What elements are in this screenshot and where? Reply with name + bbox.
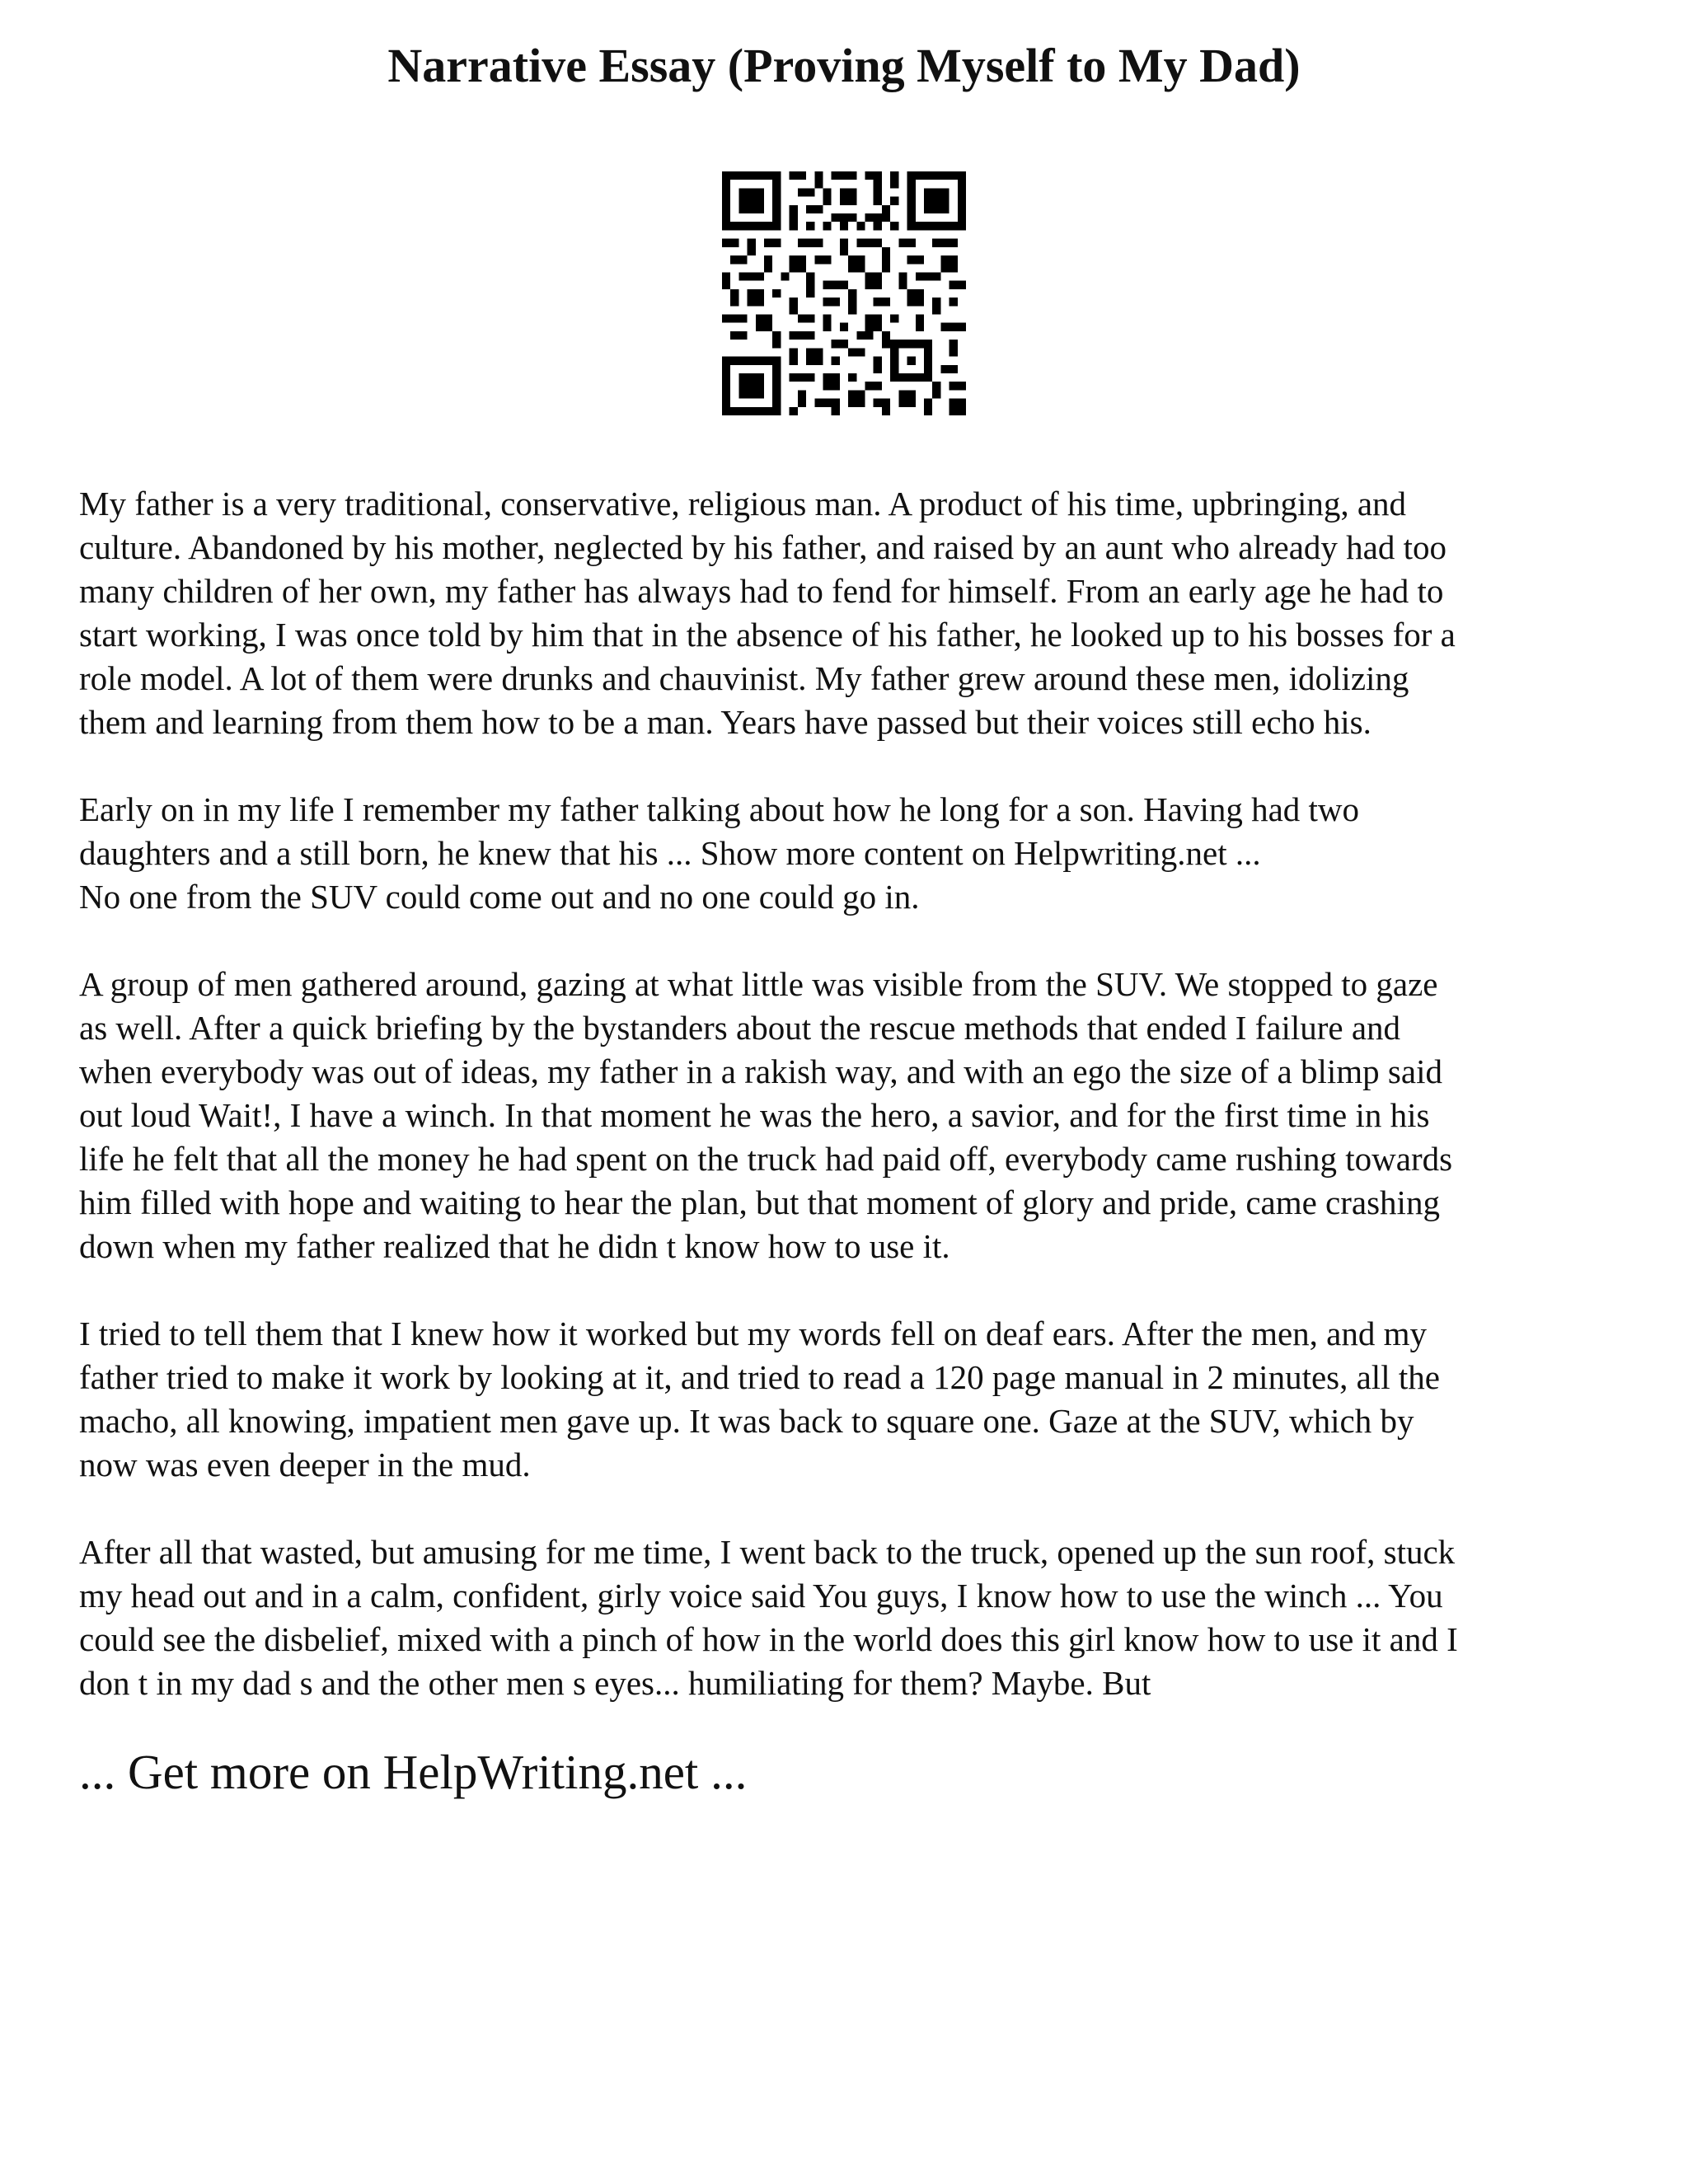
paragraph-line: A group of men gathered around, gazing at what little was visible from the SUV. We stopped to gaze: [79, 965, 1438, 1003]
paragraph-line: my head out and in a calm, confident, girly voice said You guys, I know how to use the winch ... You: [79, 1577, 1443, 1615]
paragraph-line: life he felt that all the money he had spent on the truck had paid off, everybody came rushing towards: [79, 1140, 1453, 1178]
essay-paragraph: [79, 1530, 1629, 1705]
paragraph-line: start working, I was once told by him that in the absence of his father, he looked up to his bosses for a: [79, 616, 1456, 654]
paragraph-line: daughters and a still born, he knew that his ... Show more content on Helpwriting.net ...: [79, 834, 1261, 872]
get-more-link[interactable]: ... Get more on HelpWriting.net ...: [79, 1745, 748, 1799]
essay-body: [79, 482, 1629, 1749]
paragraph-line: role model. A lot of them were drunks and chauvinist. My father grew around these men, idolizing: [79, 659, 1409, 697]
paragraph-line: as well. After a quick briefing by the bystanders about the rescue methods that ended I failure and: [79, 1009, 1401, 1047]
paragraph-line: No one from the SUV could come out and no one could go in.: [79, 878, 920, 916]
paragraph-line: them and learning from them how to be a man. Years have passed but their voices still echo his.: [79, 703, 1372, 741]
paragraph-line: now was even deeper in the mud.: [79, 1446, 531, 1483]
paragraph-line: After all that wasted, but amusing for me time, I went back to the truck, opened up the sun roof, stuck: [79, 1533, 1456, 1571]
paragraph-line: I tried to tell them that I knew how it worked but my words fell on deaf ears. After the men, and my: [79, 1315, 1428, 1352]
paragraph-line: down when my father realized that he didn t know how to use it.: [79, 1227, 950, 1265]
document-title: Narrative Essay (Proving Myself to My Dad): [387, 39, 1301, 92]
paragraph-line: don t in my dad s and the other men s eyes... humiliating for them? Maybe. But: [79, 1664, 1151, 1702]
paragraph-line: could see the disbelief, mixed with a pinch of how in the world does this girl know how to use it and I: [79, 1620, 1458, 1658]
essay-paragraph: [79, 963, 1629, 1268]
essay-paragraph: [79, 482, 1629, 744]
essay-paragraph: [79, 1312, 1629, 1487]
paragraph-line: out loud Wait!, I have a winch. In that moment he was the hero, a savior, and for the first time in his: [79, 1096, 1430, 1134]
paragraph-line: father tried to make it work by looking at it, and tried to read a 120 page manual in 2 minutes, all the: [79, 1358, 1440, 1396]
essay-paragraph: [79, 788, 1629, 919]
qr-code-icon[interactable]: [722, 171, 966, 415]
paragraph-line: when everybody was out of ideas, my father in a rakish way, and with an ego the size of a blimp said: [79, 1052, 1442, 1090]
paragraph-line: many children of her own, my father has always had to fend for himself. From an early age he had to: [79, 572, 1444, 610]
paragraph-line: My father is a very traditional, conservative, religious man. A product of his time, upbringing, and: [79, 485, 1407, 523]
paragraph-line: him filled with hope and waiting to hear the plan, but that moment of glory and pride, came crashing: [79, 1183, 1440, 1221]
paragraph-line: culture. Abandoned by his mother, neglected by his father, and raised by an aunt who already had too: [79, 528, 1447, 566]
paragraph-line: macho, all knowing, impatient men gave up. It was back to square one. Gaze at the SUV, which by: [79, 1402, 1414, 1440]
paragraph-line: Early on in my life I remember my father talking about how he long for a son. Having had two: [79, 790, 1360, 828]
